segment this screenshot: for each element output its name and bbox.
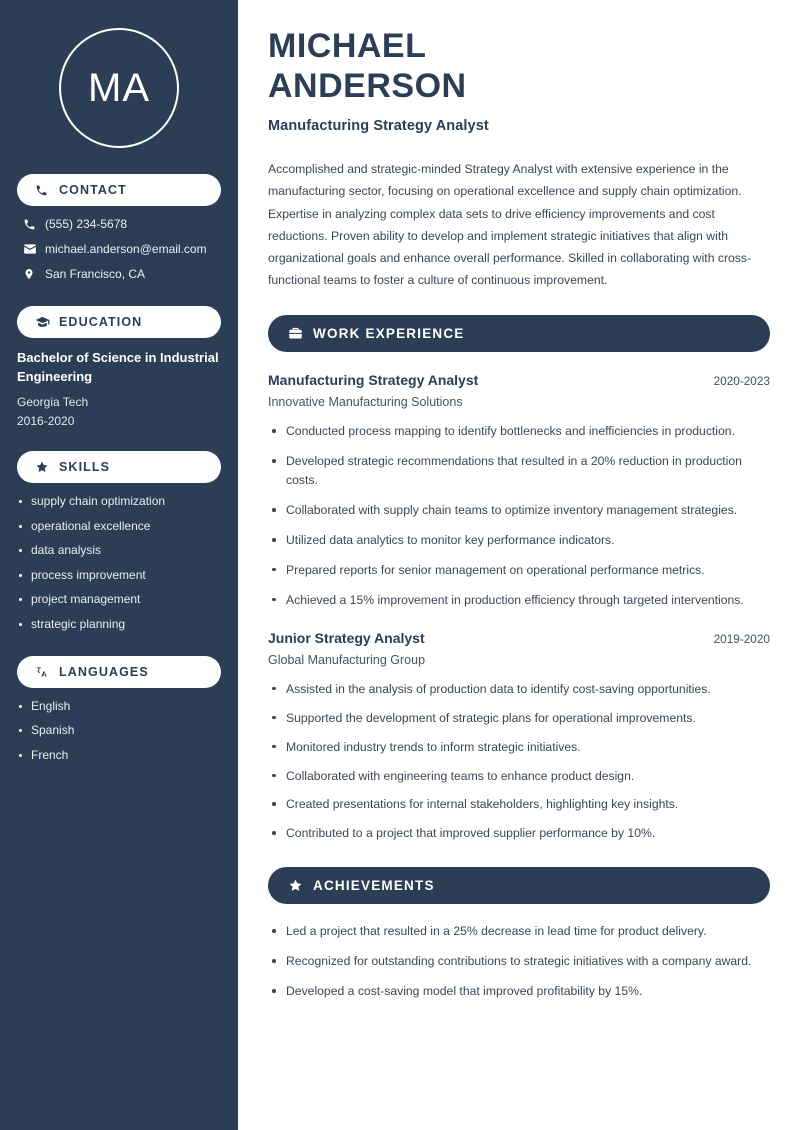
star-icon [288, 878, 303, 893]
phone-icon [23, 218, 45, 231]
contact-location-value: San Francisco, CA [45, 267, 146, 281]
skills-block [0, 494, 238, 633]
list-item: project management [17, 592, 221, 608]
education-years: 2016-2020 [17, 413, 75, 428]
sidebar-section-header-languages [17, 656, 221, 688]
contact-email[interactable] [17, 242, 221, 256]
section-title: WORK EXPERIENCE [313, 326, 465, 342]
languages-list [17, 699, 221, 764]
list-item: Conducted process mapping to identify bottlenecks and inefficiencies in production. [268, 422, 770, 441]
experience-header [268, 630, 770, 646]
avatar: MA [59, 28, 179, 148]
list-item: Supported the development of strategic plans for operational improvements. [268, 709, 770, 728]
graduation-cap-icon [35, 315, 53, 330]
sidebar-section-header-contact [17, 174, 221, 206]
experience-bullets [268, 680, 770, 843]
list-item: French [17, 748, 221, 764]
page-title [268, 26, 770, 106]
sidebar-section-title: LANGUAGES [59, 664, 149, 679]
contact-phone[interactable] [17, 217, 221, 231]
list-item: Monitored industry trends to inform strategic initiatives. [268, 738, 770, 757]
list-item: Collaborated with supply chain teams to optimize inventory management strategies. [268, 501, 770, 520]
list-item: process improvement [17, 568, 221, 584]
list-item: operational excellence [17, 519, 221, 535]
section-header-work-experience [268, 315, 770, 352]
list-item: Developed strategic recommendations that resulted in a 20% reduction in production costs. [268, 452, 770, 490]
experience-title: Junior Strategy Analyst [268, 629, 425, 646]
experience-company: Innovative Manufacturing Solutions [268, 395, 463, 410]
job-role-subtitle: Manufacturing Strategy Analyst [268, 118, 489, 135]
envelope-icon [23, 242, 45, 256]
list-item: Collaborated with engineering teams to enhance product design. [268, 767, 770, 786]
experience-bullets [268, 422, 770, 609]
translate-icon [35, 665, 53, 679]
main-content [238, 0, 800, 1130]
list-item: Prepared reports for senior management on operational performance metrics. [268, 561, 770, 580]
phone-icon [35, 184, 53, 197]
list-item: Spanish [17, 723, 221, 739]
list-item: Created presentations for internal stakeholders, highlighting key insights. [268, 795, 770, 814]
experience-title: Manufacturing Strategy Analyst [268, 372, 479, 389]
languages-block [0, 699, 238, 764]
experience-dates: 2020-2023 [713, 374, 770, 389]
profile-summary: Accomplished and strategic-minded Strategy Analyst with extensive experience in the manufacturing sector, focusing on operational excellence and supply chain optimization. Expertise in analyzing complex data sets to drive efficiency improvements and cost reductions. Proven ability to develop and implement strategic initiatives that align with organizational goals and enhance overall performance. Skilled in collaborating with cross-functional teams to foster a culture of continuous improvement. [268, 162, 752, 288]
contact-list [0, 217, 238, 281]
list-item: Achieved a 15% improvement in production efficiency through targeted interventions. [268, 591, 770, 610]
sidebar-section-title: CONTACT [59, 183, 127, 197]
achievements-list [268, 922, 770, 1001]
list-item: strategic planning [17, 617, 221, 633]
education-block [0, 349, 238, 431]
skills-list [17, 494, 221, 633]
list-item: English [17, 699, 221, 715]
contact-email-value: michael.anderson@email.com [45, 242, 207, 256]
first-name: MICHAEL [268, 27, 427, 65]
list-item: Assisted in the analysis of production data to identify cost-saving opportunities. [268, 680, 770, 699]
avatar-container [0, 0, 238, 174]
section-header-achievements [268, 867, 770, 904]
list-item: data analysis [17, 543, 221, 559]
experience-entry [268, 372, 770, 609]
section-title: ACHIEVEMENTS [313, 878, 435, 894]
sidebar-section-header-skills [17, 451, 221, 483]
location-pin-icon [23, 267, 45, 281]
last-name: ANDERSON [268, 67, 467, 106]
experience-entry [268, 630, 770, 843]
education-school: Georgia Tech [17, 394, 89, 409]
experience-dates: 2019-2020 [713, 631, 770, 646]
list-item: supply chain optimization [17, 494, 221, 510]
list-item: Recognized for outstanding contributions to strategic initiatives with a company award. [268, 952, 770, 971]
contact-location [17, 267, 221, 281]
list-item: Developed a cost-saving model that improved profitability by 15%. [268, 982, 770, 1001]
sidebar [0, 0, 238, 1130]
experience-company: Global Manufacturing Group [268, 652, 426, 667]
sidebar-section-title: EDUCATION [59, 315, 143, 329]
experience-header [268, 372, 770, 388]
contact-phone-value: (555) 234-5678 [45, 217, 128, 231]
briefcase-icon [288, 326, 303, 341]
list-item: Contributed to a project that improved supplier performance by 10%. [268, 824, 770, 843]
star-icon [35, 460, 53, 474]
education-degree: Bachelor of Science in Industrial Engineering [17, 350, 219, 384]
sidebar-section-header-education [17, 306, 221, 338]
list-item: Utilized data analytics to monitor key performance indicators. [268, 531, 770, 550]
sidebar-section-title: SKILLS [59, 460, 111, 475]
list-item: Led a project that resulted in a 25% decrease in lead time for product delivery. [268, 922, 770, 941]
